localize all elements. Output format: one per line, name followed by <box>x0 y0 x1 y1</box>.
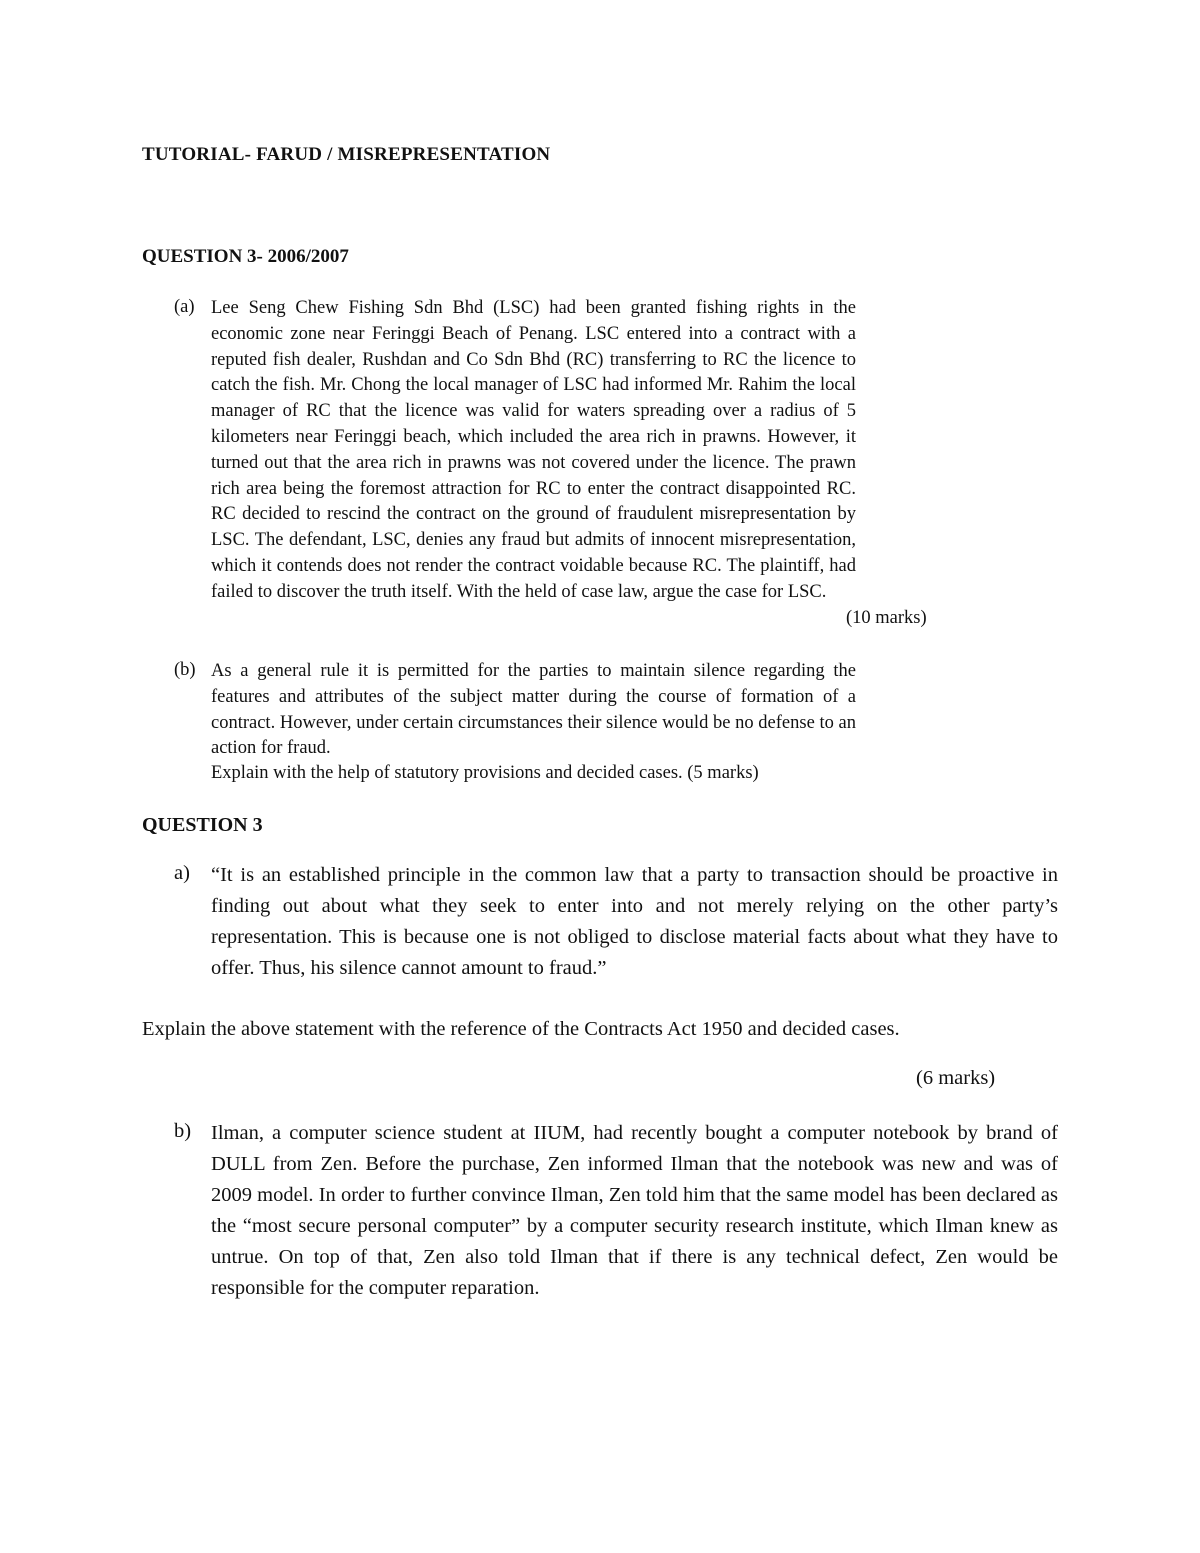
question-b-label: (b) <box>174 660 196 680</box>
question-a-text: Lee Seng Chew Fishing Sdn Bhd (LSC) had been granted fishing rights in the economic zone near Feringgi Beach of Penang. LSC entered into a contract with a reputed fish dealer, Rushdan and Co Sdn Bhd (RC) transferring to RC the licence to catch the fish. Mr. Chong the local manager of LSC had informed Mr. Rahim the local manager of RC that the licence was valid for waters spreading over a radius of 5 kilometers near Feringgi beach, which included the area rich in prawns. However, it turned out that the area rich in prawns was not covered under the licence. The prawn rich area being the foremost attraction for RC to enter the contract disappointed RC. RC decided to rescind the contract on the ground of fraudulent misrepresentation by LSC. The defendant, LSC, denies any fraud but admits of innocent misrepresentation, which it contends does not render the contract voidable because RC. The plaintiff, had failed to discover the truth itself. With the held of case law, argue the case for LSC. <box>211 298 856 602</box>
question-heading-2006-2007: QUESTION 3- 2006/2007 <box>142 246 349 267</box>
question2-b-text: Ilman, a computer science student at IIUM, had recently bought a computer notebook by brand of DULL from Zen. Before the purchase, Zen informed Ilman that the notebook was new and was of 2009 model. In order to further convince Ilman, Zen told him that the same model has been declared as the “most secure personal computer” by a computer security research institute, which Ilman knew as untrue. On top of that, Zen also told Ilman that if there is any technical defect, Zen would be responsible for the computer reparation. <box>211 1122 1058 1299</box>
question2-marks: (6 marks) <box>916 1067 996 1089</box>
question-a-label: (a) <box>174 297 195 317</box>
document-title: TUTORIAL- FARUD / MISREPRESENTATION <box>142 144 551 165</box>
question-heading-3: QUESTION 3 <box>142 814 263 836</box>
question-a-marks: (10 marks) <box>846 608 927 628</box>
question2-a-quote: “It is an established principle in the common law that a party to transaction should be proactive in finding out about what they seek to enter into and not merely relying on the other party’s representation. This is because one is not obliged to disclose material facts about what they have to offer. Thus, his silence cannot amount to fraud.” <box>211 864 1058 979</box>
question2-b-label: b) <box>174 1120 192 1142</box>
question2-statement: Explain the above statement with the reference of the Contracts Act 1950 and decided cases. <box>142 1018 900 1040</box>
question-b-text: As a general rule it is permitted for the parties to maintain silence regarding the features and attributes of the subject matter during the course of formation of a contract. However, under certain circumstances their silence would be no defense to an action for fraud. <box>211 661 856 759</box>
question2-a-label: a) <box>174 862 190 884</box>
question-b-instruction: Explain with the help of statutory provisions and decided cases. (5 marks) <box>211 763 759 783</box>
